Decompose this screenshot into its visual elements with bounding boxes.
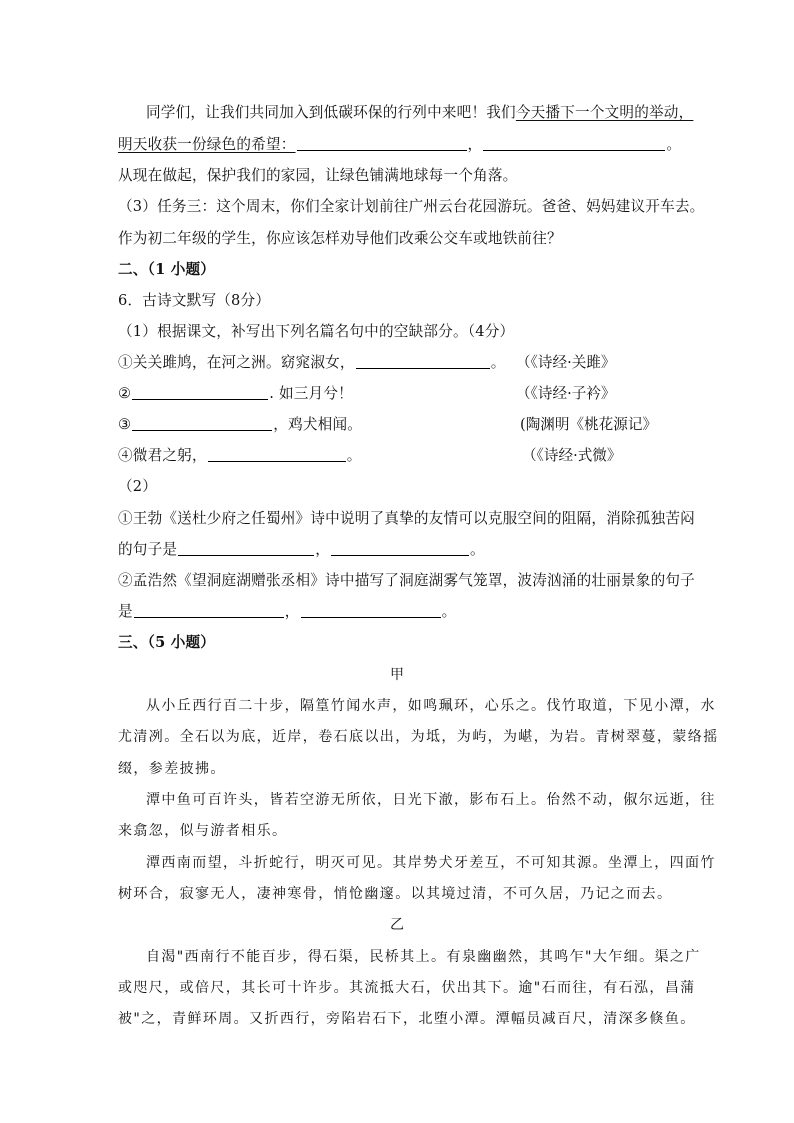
passage-label-yi: 乙 — [390, 917, 404, 933]
answer-blank[interactable] — [132, 412, 272, 431]
question-line: ②孟浩然《望洞庭湖赠张丞相》诗中描写了洞庭湖雾气笼罩，波涛汹涌的壮丽景象的句子 — [118, 572, 695, 589]
text: 。 — [441, 603, 457, 620]
paragraph-line — [146, 98, 706, 128]
text: 同学们，让我们共同加入到低碳环保的行列中来吧！我们 — [146, 104, 516, 121]
answer-blank[interactable] — [208, 443, 346, 462]
text: ， — [315, 541, 330, 558]
question-subtitle: （1）根据课文，补写出下列名篇名句中的空缺部分。（4分） — [118, 323, 515, 340]
text: ，鸡犬相闻。 — [273, 416, 363, 433]
passage-line: 尤清冽。全石以为底，近岸，卷石底以出，为坻，为屿，为嵁，为岩。青树翠蔓，蒙络摇 — [118, 729, 719, 745]
task3-line: （3）任务三：这个周末，你们全家计划前往广州云台花园游玩。爸爸、妈妈建议开车去。 — [118, 198, 705, 215]
passage-line: 或咫尺，或倍尺，其长可十许步。其流抵大石，伏出其下。逾"石而往，有石泓，昌蒲 — [118, 980, 696, 996]
question-line: ①王勃《送杜少府之任蜀州》诗中说明了真挚的友情可以克服空间的阻隔，消除孤独苦闷 — [118, 510, 695, 527]
passage-line: 树环合，寂寥无人，凄神寒骨，悄怆幽邃。以其境过清，不可久居，乃记之而去。 — [118, 886, 673, 902]
text: ④微君之躬， — [118, 447, 207, 464]
passage-line: 潭中鱼可百许头，皆若空游无所依，日光下澈，影布石上。佁然不动，俶尔远逝，往 — [146, 792, 716, 808]
underlined-text: 明天收获一份绿色的希望： — [118, 136, 296, 153]
text: 的句子是 — [118, 541, 178, 558]
task3-line: 作为初二年级的学生，你应该怎样劝导他们改乘公交车或地铁前往？ — [118, 230, 562, 247]
item-source: （《诗经·关雎》 — [516, 354, 616, 371]
text: ② — [118, 385, 132, 402]
paragraph-line: 从现在做起，保护我们的家园，让绿色铺满地球每一个角落。 — [118, 167, 518, 184]
text: 。 — [490, 354, 506, 371]
question-title: 6．古诗文默写（8分） — [118, 292, 271, 309]
text: . 如三月兮！ — [269, 385, 353, 402]
text: 是 — [118, 603, 133, 620]
section-heading: 三、（5 小题） — [118, 634, 216, 651]
section-heading: 二、（1 小题） — [118, 261, 216, 278]
answer-blank[interactable] — [132, 381, 268, 400]
answer-blank[interactable] — [301, 599, 441, 618]
text: 。 — [346, 447, 362, 464]
passage-line: 来翕忽，似与游者相乐。 — [118, 823, 288, 839]
question-subtitle: （2） — [118, 478, 158, 495]
passage-line: 缀，参差披拂。 — [118, 761, 226, 777]
item-source: （《诗经·子衿》 — [516, 385, 616, 402]
answer-blank[interactable] — [483, 132, 665, 151]
text: 。 — [666, 136, 682, 153]
question-line — [118, 535, 678, 565]
passage-label-jia: 甲 — [390, 667, 404, 683]
text: ③ — [118, 416, 132, 433]
item-source: (陶渊明《桃花源记》 — [520, 416, 658, 433]
passage-line: 被"之，青鲜环周。又折西行，旁陷岩石下，北堕小潭。潭幅员减百尺，清深多倏鱼。 — [118, 1011, 696, 1027]
answer-blank[interactable] — [331, 537, 469, 556]
item-source: （《诗经·式微》 — [522, 447, 622, 464]
text: ， — [284, 603, 300, 620]
text: ①关关雎鸠，在河之洲。窈窕淑女， — [118, 354, 355, 371]
paragraph-line — [118, 130, 682, 160]
passage-line: 潭西南而望，斗折蛇行，明灭可见。其岸势犬牙差互，不可知其源。坐潭上，四面竹 — [146, 855, 716, 871]
question-line — [118, 597, 678, 627]
answer-blank[interactable] — [356, 350, 490, 369]
passage-line: 从小丘西行百二十步，隔篁竹闻水声，如鸣珮环，心乐之。伐竹取道，下见小潭，水 — [146, 698, 716, 714]
answer-blank[interactable] — [178, 537, 314, 556]
answer-blank[interactable] — [297, 132, 467, 151]
text: 。 — [469, 541, 485, 558]
answer-blank[interactable] — [134, 599, 284, 618]
underlined-text: 今天播下一个文明的举动， — [515, 104, 694, 121]
text: ， — [467, 136, 483, 153]
passage-line: 自渴"西南行不能百步，得石渠，民桥其上。有泉幽幽然，其鸣乍"大乍细。渠之广 — [146, 949, 701, 965]
